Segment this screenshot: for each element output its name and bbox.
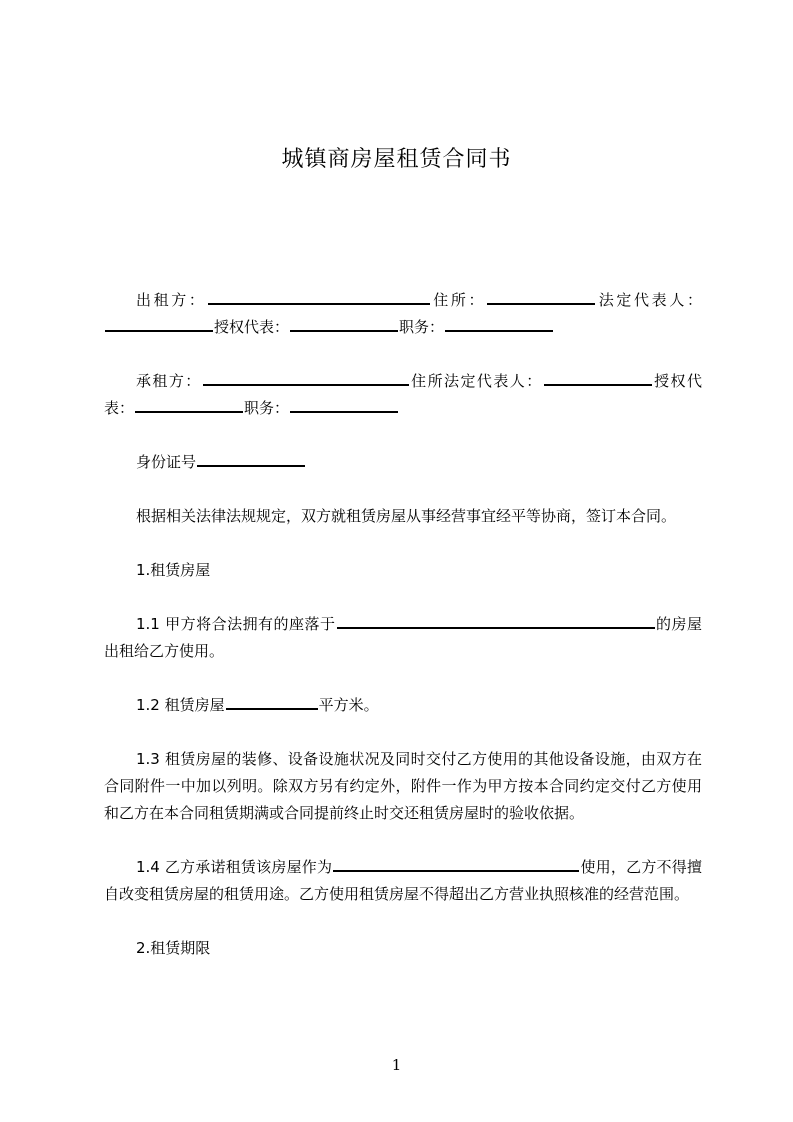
lessor-label: 出租方： [136,291,207,309]
clause-1-1 [104,611,702,665]
clause-1-4-text-a: 1.4 乙方承诺租赁该房屋作为 [136,858,333,876]
lessor-address-blank[interactable] [487,288,595,305]
lessor-address-label: 住所： [430,291,487,309]
property-location-blank[interactable] [337,612,655,629]
contract-body [104,287,702,962]
lessor-legal-rep-label: 法定代表人： [596,291,702,309]
lessor-legal-rep-blank[interactable] [105,315,213,332]
id-number-blank[interactable] [197,450,305,467]
page-number: 1 [391,1056,402,1074]
lessor-name-blank[interactable] [208,288,430,305]
lessee-name-blank[interactable] [203,369,409,386]
usage-purpose-blank[interactable] [333,855,579,872]
lessee-label: 承租方： [136,372,202,390]
clause-1-3: 1.3 租赁房屋的装修、设备设施状况及同时交付乙方使用的其他设备设施，由双方在合同附件一中加以列明。除双方另有约定外，附件一作为甲方按本合同约定交付乙方使用和乙方在本合同租赁期满或合同提前终止时交还租赁房屋时的验收依据。 [104,750,702,822]
id-label: 身份证号 [136,453,197,471]
lessor-paragraph [104,287,702,341]
section-2-title: 2.租赁期限 [136,939,211,957]
document-title: 城镇商房屋租赁合同书 [281,147,512,172]
lessor-auth-rep-blank[interactable] [290,315,398,332]
section-1-title: 1.租赁房屋 [136,561,211,579]
clause-1-1-text-a: 1.1 甲方将合法拥有的座落于 [136,615,336,633]
clause-1-4 [104,854,702,908]
lessor-position-label: 职务： [399,318,445,336]
clause-1-4-text-b: 使用，乙方不得擅自改变租赁房屋的租赁用途。乙方使用租赁房屋不得超出乙方营业执照核准的经营范围。 [104,858,702,903]
lessor-position-blank[interactable] [445,315,553,332]
lessor-auth-rep-label: 授权代表： [214,318,290,336]
clause-1-1-text-b: 的房屋出租给乙方使用。 [104,615,702,660]
area-blank[interactable] [226,693,318,710]
id-paragraph [104,449,702,476]
lessee-address-legal-label: 住所法定代表人： [409,372,543,390]
lessee-paragraph [104,368,702,422]
lessee-legal-rep-blank[interactable] [544,369,652,386]
clause-1-2 [104,692,702,719]
lessee-position-label: 职务： [244,399,290,417]
lessee-auth-rep-label-b: 表： [104,399,135,417]
lessee-position-blank[interactable] [290,396,398,413]
clause-1-2-text-a: 1.2 租赁房屋 [136,696,225,714]
lessee-auth-rep-label-a: 授权代 [652,372,702,390]
clause-1-2-text-b: 平方米。 [318,696,379,714]
lessee-auth-rep-blank[interactable] [135,396,243,413]
intro-paragraph: 根据相关法律法规规定，双方就租赁房屋从事经营事宜经平等协商，签订本合同。 [136,507,677,525]
